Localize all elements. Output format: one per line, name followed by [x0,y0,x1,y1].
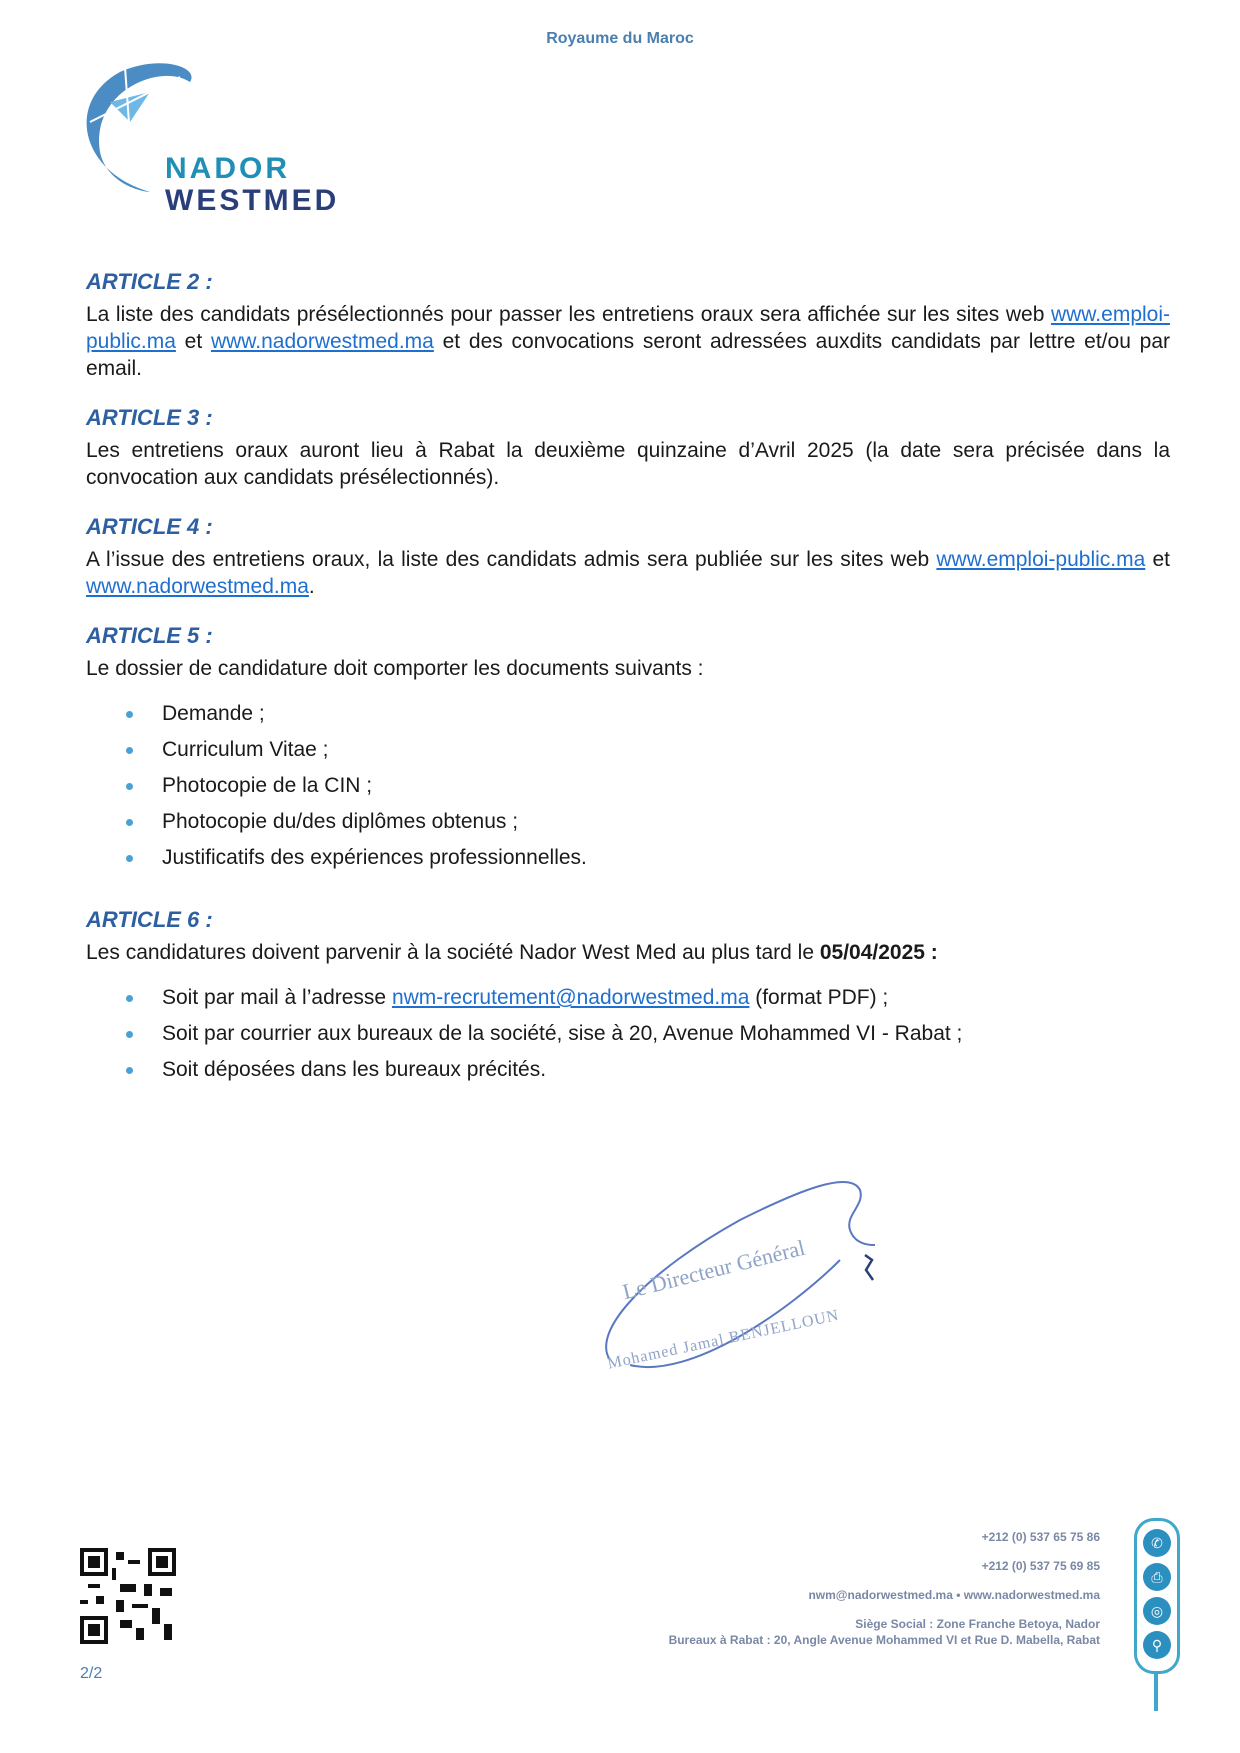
phone-icon: ✆ [1143,1529,1171,1557]
contact-icon-bar [1134,1518,1180,1674]
signature-title: Le Directeur Général [620,1234,808,1305]
link-emploi-public[interactable]: www.emploi-public.ma [936,548,1146,571]
list-item-text: Soit déposées dans les bureaux précités. [162,1058,547,1081]
list-item [86,768,1170,804]
page-number: 2/2 [80,1665,103,1682]
footer-phone: +212 (0) 537 65 75 86 [981,1530,1100,1544]
article-2-text [86,301,1170,382]
footer-email-web: nwm@nadorwestmed.ma • www.nadorwestmed.ma [808,1588,1100,1602]
article-6-title: ARTICLE 6 : [86,907,213,932]
list-item [86,732,1170,768]
recruitment-email-link[interactable]: nwm-recrutement@nadorwestmed.ma [391,986,750,1009]
bullet-icon [126,995,133,1002]
document-body [86,268,1170,1108]
contact-bar-stem [1154,1671,1158,1711]
bullet-icon [126,747,133,754]
article-2-text-a: La liste des candidats présélectionnés pour passer les entretiens oraux sera affichée sur les sites web [86,303,1051,326]
documents-list [86,696,1170,876]
list-item-text: Photocopie du/des diplômes obtenus ; [162,810,519,833]
footer-bureaux: Bureaux à Rabat : 20, Angle Avenue Mohammed VI et Rue D. Mabella, Rabat [668,1633,1100,1647]
header-country: Royaume du Maroc [546,30,694,47]
link-nadorwestmed[interactable]: www.nadorwestmed.ma [86,575,309,598]
submission-methods-list [86,980,1170,1088]
bullet-icon [126,819,133,826]
link-nadorwestmed[interactable]: www.nadorwestmed.ma [210,330,434,353]
list-item-text: Justificatifs des expériences professionnelles. [162,846,587,869]
signature-name: Mohamed Jamal BENJELLOUN [606,1306,841,1373]
footer-fax: +212 (0) 537 75 69 85 [981,1559,1100,1573]
globe-icon: ◎ [1143,1597,1171,1625]
list-item [86,980,1170,1016]
printer-icon: ⎙ [1143,1563,1171,1591]
bullet-icon [126,1031,133,1038]
logo-text-westmed: WESTMED [165,184,340,217]
article-5-intro: Le dossier de candidature doit comporter les documents suivants : [86,657,704,680]
qr-code-icon [80,1548,176,1644]
list-item-text: (format PDF) ; [749,986,889,1009]
article-2-text-c: et des convocations seront adressées auxdits candidats par lettre et/ou par email. [86,330,1170,380]
article-4-text-a: A l’issue des entretiens oraux, la liste des candidats admis sera publiée sur les sites web [86,548,937,571]
location-pin-icon: ⚲ [1143,1631,1171,1659]
list-item-text: Curriculum Vitae ; [162,738,329,761]
list-item [86,1016,1170,1052]
list-item-text: Soit par courrier aux bureaux de la société, sise à 20, Avenue Mohammed VI - Rabat ; [162,1022,963,1045]
list-item [86,696,1170,732]
article-5-title: ARTICLE 5 : [86,623,213,648]
logo-text-nador: NADOR [165,152,290,185]
bullet-icon [126,783,133,790]
bullet-icon [126,1067,133,1074]
list-item-text: Soit par mail à l’adresse [162,986,392,1009]
article-2-title: ARTICLE 2 : [86,269,213,294]
bullet-icon [126,711,133,718]
list-item-text: Demande ; [162,702,265,725]
article-4-text-b: et [1145,548,1170,571]
article-2-text-b: et [175,330,211,353]
list-item [86,840,1170,876]
deadline-date: 05/04/2025 : [819,941,938,964]
article-4-text-c: . [308,575,315,598]
company-logo [70,62,390,222]
article-6-intro-text: Les candidatures doivent parvenir à la société Nador West Med au plus tard le [86,941,820,964]
list-item-text: Photocopie de la CIN ; [162,774,373,797]
bullet-icon [126,855,133,862]
list-item [86,1052,1170,1088]
footer-siege: Siège Social : Zone Franche Betoya, Nador [855,1617,1100,1631]
list-item [86,804,1170,840]
article-4-title: ARTICLE 4 : [86,514,213,539]
article-3-text: Les entretiens oraux auront lieu à Rabat la deuxième quinzaine d’Avril 2025 (la date sera précisée dans la convocation aux candidats présélectionnés). [86,439,1170,489]
article-3-title: ARTICLE 3 : [86,405,213,430]
link-emploi-public[interactable]: www.emploi-public.ma [86,303,1170,353]
article-6-intro [86,939,1170,966]
article-4-text [86,546,1170,600]
